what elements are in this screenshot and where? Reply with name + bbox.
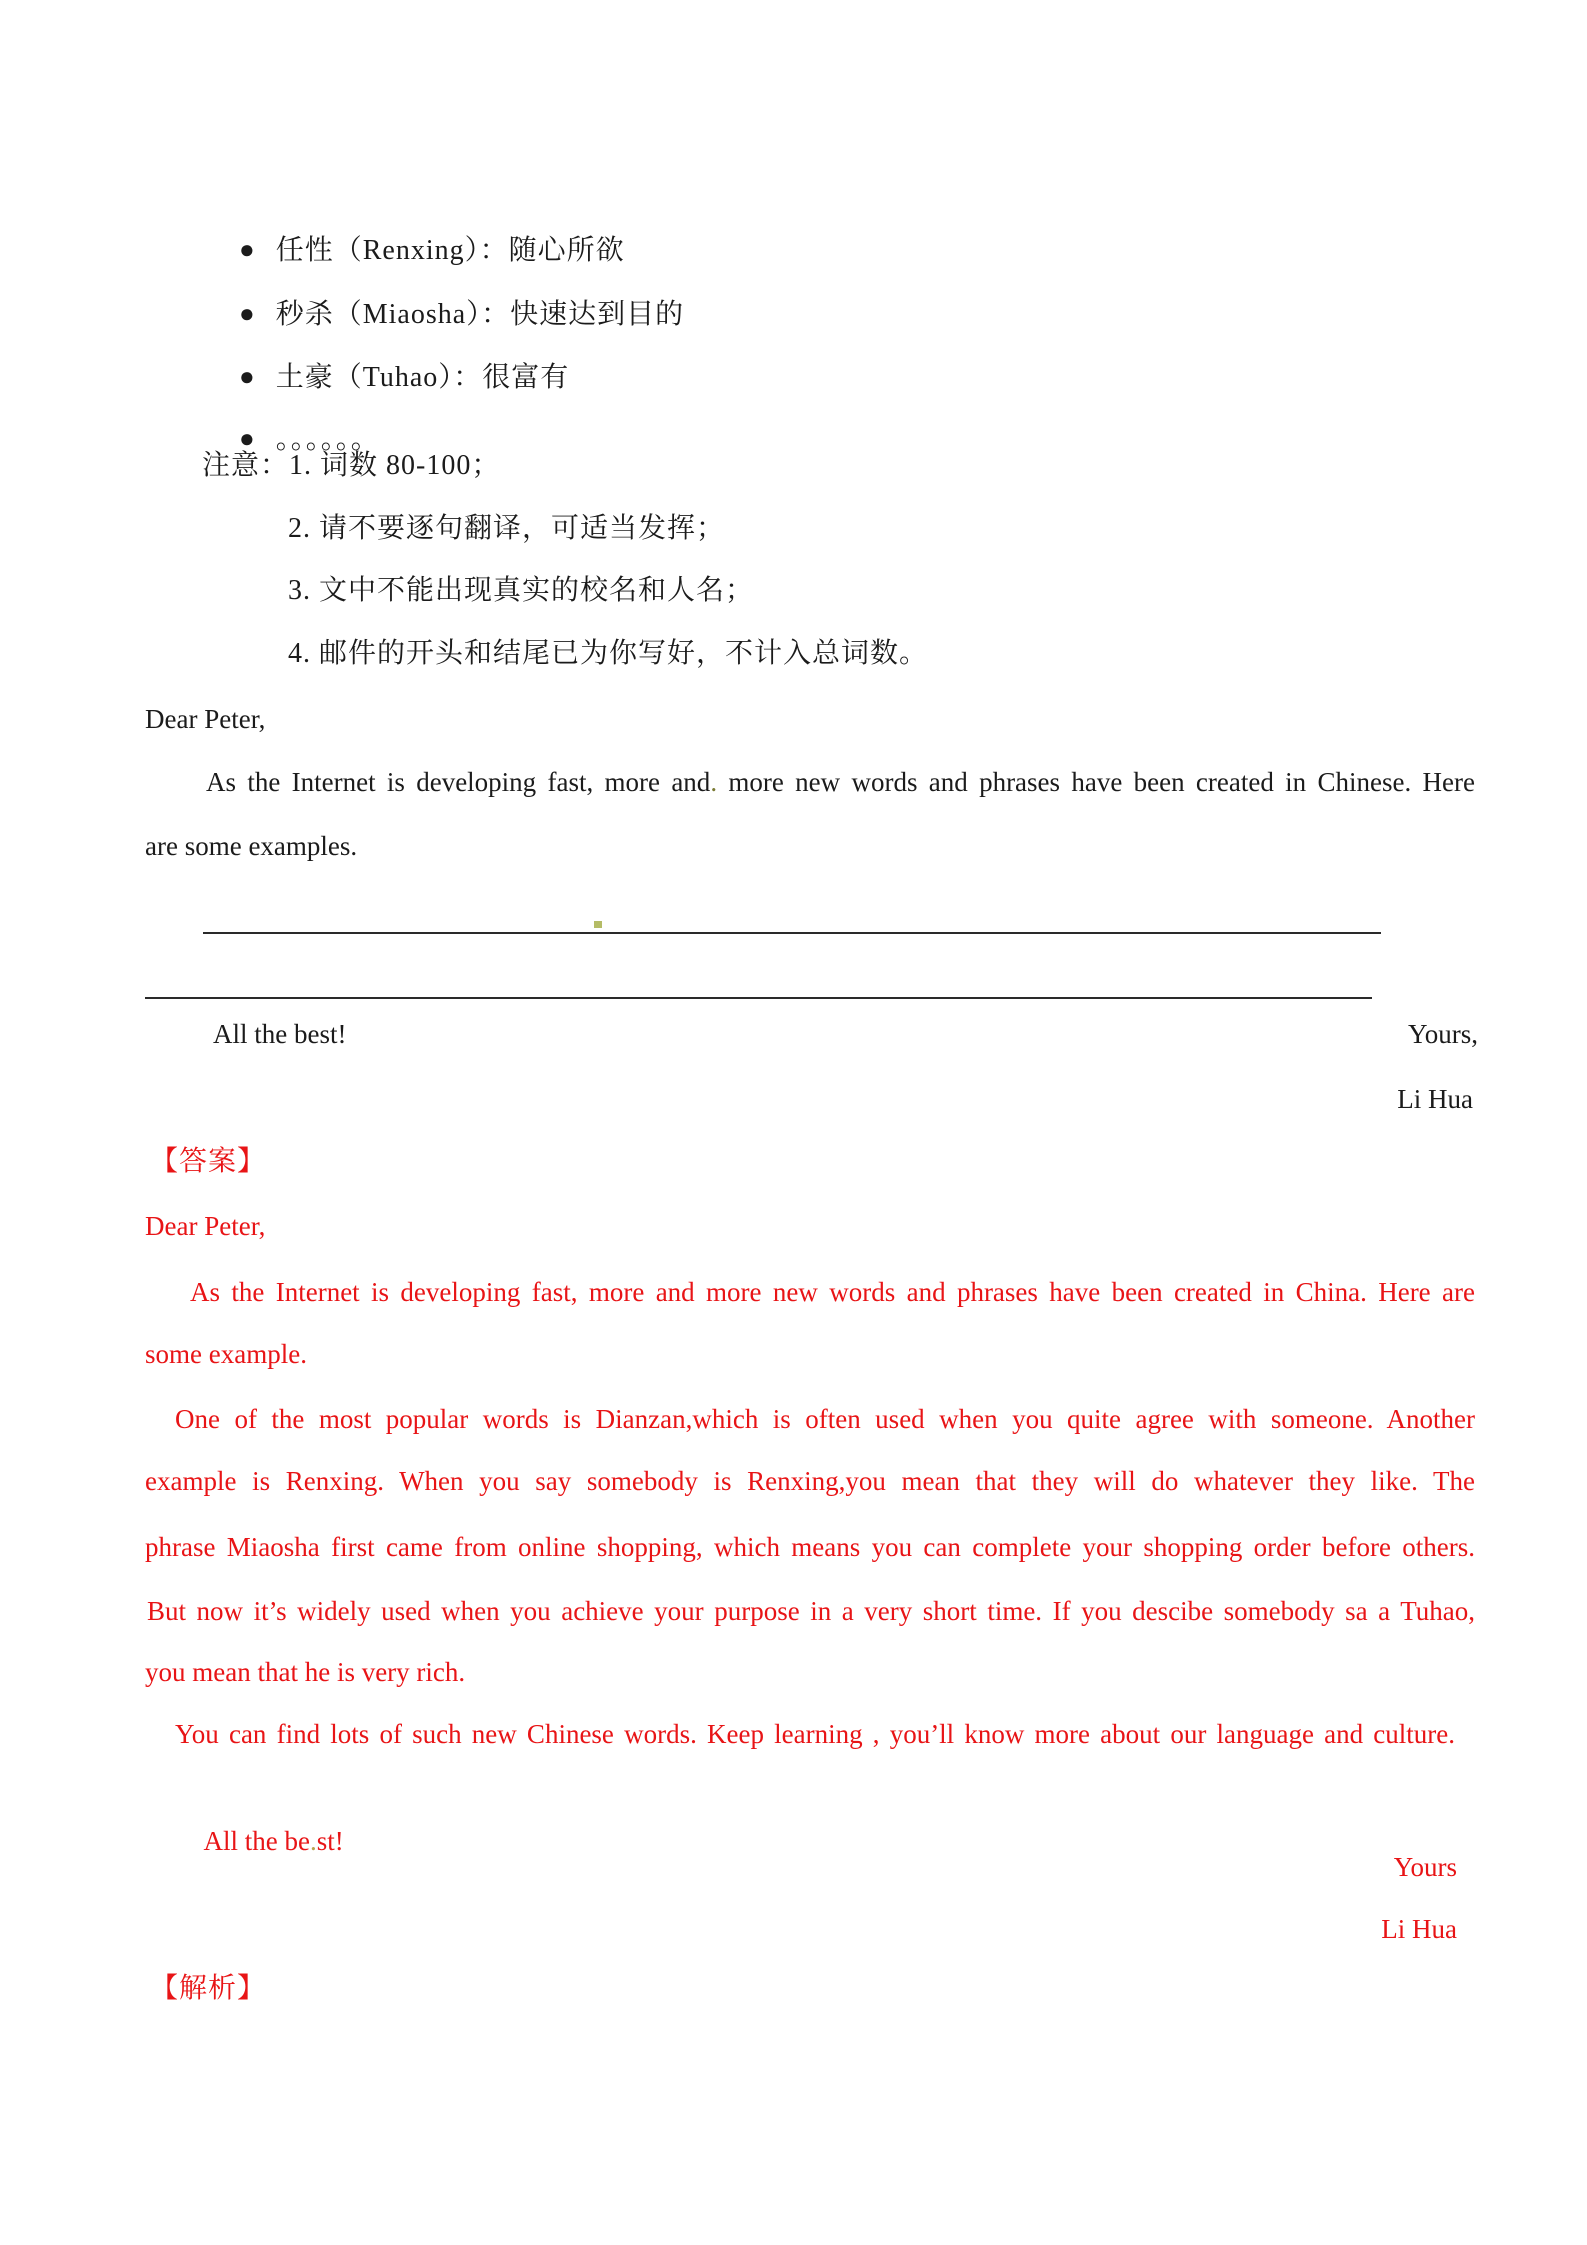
answer-para2-line4: But now it’s widely used when you achieve your purpose in a very short time. If you descibe somebody sa a Tuhao, bbox=[147, 1596, 1475, 1626]
bullet-item bbox=[207, 254, 685, 330]
bullet-item bbox=[207, 190, 625, 266]
bullet-item-text: 土豪（Tuhao）：很富有 bbox=[275, 362, 570, 393]
stray-dot: . bbox=[310, 1826, 317, 1856]
letter-body-text: As the Internet is developing fast, more and bbox=[206, 767, 711, 797]
note-item: 3. 文中不能出现真实的校名和人名； bbox=[288, 575, 755, 606]
answer-para2-line2: example is Renxing. When you say somebody is Renxing,you mean that they will do whatever they like. The bbox=[145, 1466, 1475, 1496]
letter-salutation: Dear Peter, bbox=[145, 704, 266, 734]
bullet-item-text: 秒杀（Miaosha）：快速达到目的 bbox=[275, 299, 685, 330]
notes-first-line: 注意：1. 词数 80-100； bbox=[202, 450, 501, 481]
answer-closing bbox=[178, 1781, 344, 1856]
letter-signature: Li Hua bbox=[1397, 1084, 1473, 1114]
answer-para1-line1: As the Internet is developing fast, more and more new words and phrases have been created in China. Here are bbox=[190, 1277, 1475, 1307]
bullet-item bbox=[207, 379, 380, 455]
answer-para2-line3: phrase Miaosha first came from online shopping, which means you can complete your shopping order before others. bbox=[145, 1532, 1475, 1562]
note-item: 2. 请不要逐句翻译，可适当发挥； bbox=[288, 513, 726, 544]
letter-body-line-2: are some examples. bbox=[145, 831, 358, 861]
answer-blank-line-1 bbox=[203, 932, 1381, 934]
answer-signature: Li Hua bbox=[1381, 1914, 1457, 1944]
answer-blank-line-2 bbox=[145, 997, 1372, 999]
bullet-icon: ● bbox=[239, 362, 256, 391]
stray-dot: . bbox=[710, 767, 718, 797]
bullet-item bbox=[207, 317, 570, 393]
bullet-icon: ● bbox=[239, 424, 256, 453]
bullet-icon: ● bbox=[239, 299, 256, 328]
answer-header: 【答案】 bbox=[150, 1146, 267, 1177]
bullet-icon: ● bbox=[239, 235, 256, 264]
answer-para1-line2: some example. bbox=[145, 1339, 307, 1369]
answer-salutation: Dear Peter, bbox=[145, 1211, 266, 1241]
letter-closing: All the best! bbox=[213, 1019, 347, 1049]
stray-mark bbox=[594, 921, 602, 928]
answer-para2-line1: One of the most popular words is Dianzan,which is often used when you quite agree with someone. Another bbox=[175, 1404, 1475, 1434]
answer-para2-line5: you mean that he is very rich. bbox=[145, 1657, 466, 1687]
answer-signoff: Yours bbox=[1393, 1852, 1457, 1882]
letter-body-text: more new words and phrases have been created in Chinese. Here bbox=[717, 767, 1475, 797]
answer-para3: You can find lots of such new Chinese words. Keep learning , you’ll know more about our language and culture. bbox=[175, 1719, 1455, 1749]
letter-signoff: Yours, bbox=[1407, 1019, 1478, 1049]
answer-closing-text: All the be bbox=[203, 1826, 310, 1856]
bullet-item-text: 任性（Renxing）：随心所欲 bbox=[275, 235, 625, 266]
bullet-item-text: 。。。。。。 bbox=[275, 424, 380, 455]
letter-body-line-1 bbox=[206, 762, 1475, 802]
answer-closing-text: st! bbox=[316, 1826, 344, 1856]
analysis-header: 【解析】 bbox=[150, 1973, 267, 2004]
note-item: 4. 邮件的开头和结尾已为你写好，不计入总词数。 bbox=[288, 638, 929, 669]
